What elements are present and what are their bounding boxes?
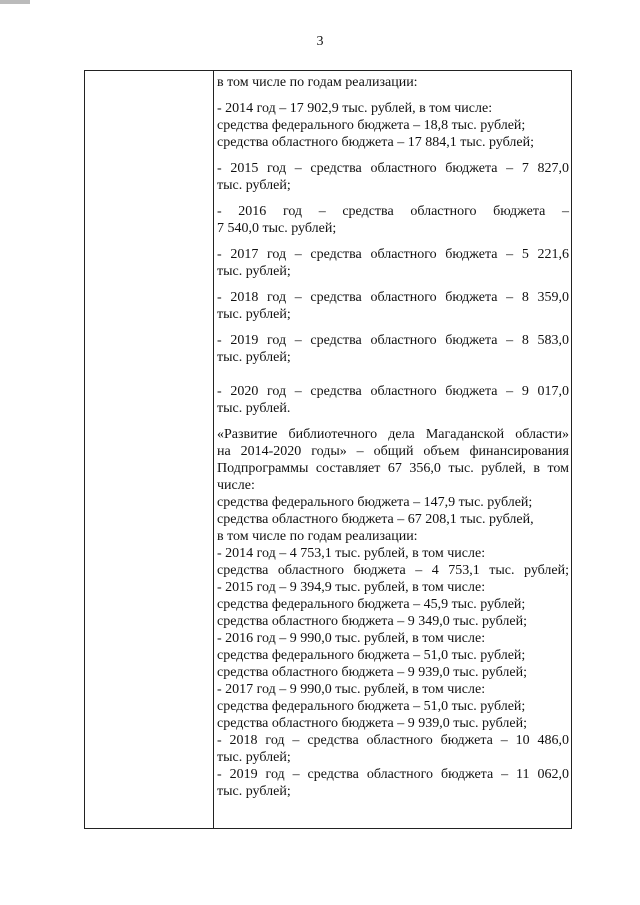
text-line: тыс. рублей; <box>217 350 291 365</box>
financing-text <box>217 74 569 800</box>
paragraph-subprogram-0 <box>217 426 569 800</box>
paragraph-top-4 <box>217 246 569 280</box>
page-number: 3 <box>316 34 324 49</box>
text-line: средства федерального бюджета – 18,8 тыс. рублей; <box>217 118 526 133</box>
text-line: - 2016 год – средства областного бюджета – <box>217 204 569 219</box>
text-line: в том числе по годам реализации: <box>217 529 418 544</box>
column-divider <box>213 71 214 828</box>
text-line: числе: <box>217 478 255 493</box>
text-line: средства областного бюджета – 67 208,1 тыс. рублей, <box>217 512 534 527</box>
text-line: средства областного бюджета – 9 939,0 тыс. рублей; <box>217 665 527 680</box>
text-line: средства областного бюджета – 9 349,0 тыс. рублей; <box>217 614 527 629</box>
paragraph-top-3 <box>217 203 569 237</box>
text-line: - 2016 год – 9 990,0 тыс. рублей, в том числе: <box>217 631 486 646</box>
text-line: средства областного бюджета – 4 753,1 тыс. рублей; <box>217 563 569 578</box>
text-line: - 2017 год – средства областного бюджета – 5 221,6 <box>217 247 569 262</box>
text-line: средства федерального бюджета – 147,9 тыс. рублей; <box>217 495 533 510</box>
text-line: - 2018 год – средства областного бюджета – 8 359,0 <box>217 290 569 305</box>
text-line: тыс. рублей. <box>217 401 291 416</box>
text-line: «Развитие библиотечного дела Магаданской области» <box>217 427 569 442</box>
text-line: в том числе по годам реализации: <box>217 75 418 90</box>
text-line: средства федерального бюджета – 45,9 тыс. рублей; <box>217 597 526 612</box>
text-line: - 2018 год – средства областного бюджета – 10 486,0 <box>217 733 569 748</box>
text-line: тыс. рублей; <box>217 307 291 322</box>
paragraph-top-6 <box>217 332 569 366</box>
paragraph-top-2 <box>217 160 569 194</box>
paragraph-top-7 <box>217 383 569 417</box>
text-line: средства областного бюджета – 17 884,1 тыс. рублей; <box>217 135 534 150</box>
paragraph-top-5 <box>217 289 569 323</box>
text-line: - 2014 год – 17 902,9 тыс. рублей, в том числе: <box>217 101 493 116</box>
text-line: - 2015 год – средства областного бюджета – 7 827,0 <box>217 161 569 176</box>
text-line: - 2019 год – средства областного бюджета – 11 062,0 <box>217 767 569 782</box>
text-line: 7 540,0 тыс. рублей; <box>217 221 337 236</box>
text-line: тыс. рублей; <box>217 178 291 193</box>
text-line: тыс. рублей; <box>217 750 291 765</box>
text-line: - 2017 год – 9 990,0 тыс. рублей, в том числе: <box>217 682 486 697</box>
text-line: тыс. рублей; <box>217 784 291 799</box>
paragraph-top-0 <box>217 74 569 91</box>
text-line: - 2015 год – 9 394,9 тыс. рублей, в том числе: <box>217 580 486 595</box>
paragraph-top-1 <box>217 100 569 151</box>
scan-corner-mark <box>0 0 30 4</box>
text-line: средства федерального бюджета – 51,0 тыс. рублей; <box>217 648 526 663</box>
text-line: на 2014-2020 годы» – общий объем финансирования <box>217 444 569 459</box>
text-line: - 2020 год – средства областного бюджета – 9 017,0 <box>217 384 569 399</box>
text-line: - 2019 год – средства областного бюджета – 8 583,0 <box>217 333 569 348</box>
text-line: средства федерального бюджета – 51,0 тыс. рублей; <box>217 699 526 714</box>
text-line: тыс. рублей; <box>217 264 291 279</box>
text-line: средства областного бюджета – 9 939,0 тыс. рублей; <box>217 716 527 731</box>
text-line: - 2014 год – 4 753,1 тыс. рублей, в том числе: <box>217 546 486 561</box>
text-line: Подпрограммы составляет 67 356,0 тыс. рублей, в том <box>217 461 569 476</box>
